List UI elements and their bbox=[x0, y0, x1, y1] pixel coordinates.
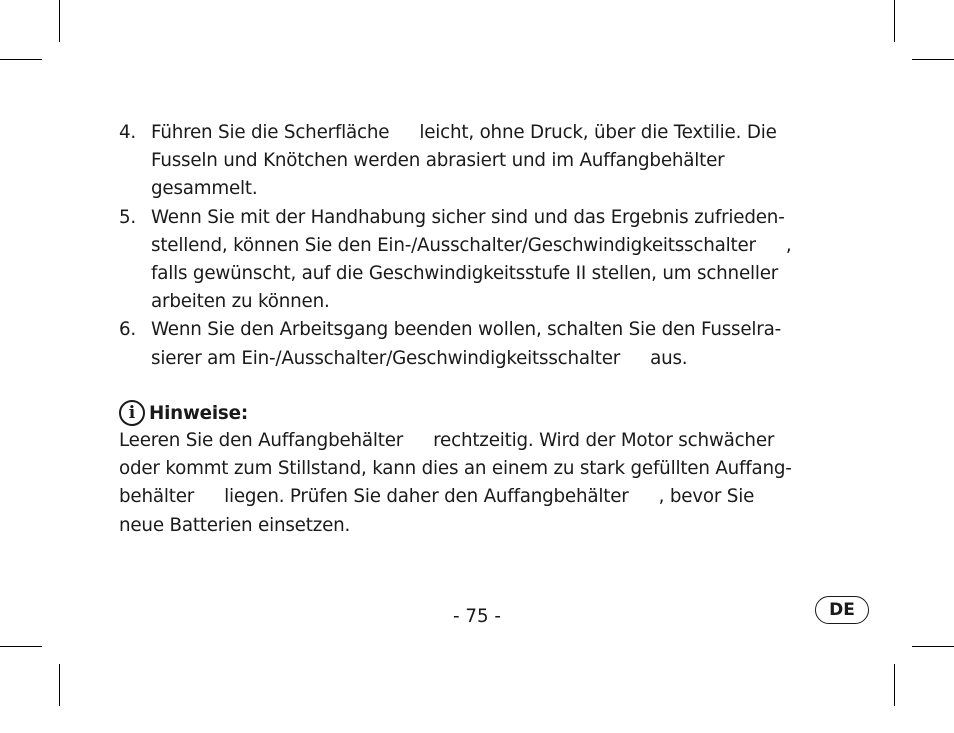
note-text: Leeren Sie den Auffangbehälter rechtzeitig. Wird der Motor schwächer oder kommt zum Stillstand, kann dies an einem zu stark gefüllten Auffang- behälter liegen. Prüfen Sie daher den Auffangbehälter , bevor Sie neue Batterien einsetzen. bbox=[119, 430, 792, 536]
info-icon: i bbox=[119, 400, 145, 426]
step-text: Führen Sie die Scherfläche leicht, ohne Druck, über die Textilie. Die Fusseln und Knötchen werden abrasiert und im Auffangbehälter gesammelt. bbox=[151, 122, 777, 200]
step-item bbox=[119, 204, 859, 317]
step-number: 5. bbox=[119, 206, 137, 228]
step-text: Wenn Sie mit der Handhabung sicher sind und das Ergebnis zufrieden- stellend, können Sie den Ein-/Ausschalter/Geschwindigkeitsschalter , falls gewünscht, auf die Geschwindigkeitsstufe II stellen, um schneller arbeiten zu können. bbox=[151, 206, 792, 313]
crop-mark bbox=[912, 646, 954, 647]
step-item bbox=[119, 119, 859, 204]
crop-mark bbox=[894, 664, 895, 706]
instruction-steps bbox=[119, 119, 859, 373]
page-number: - 75 - bbox=[452, 606, 502, 627]
language-badge: DE bbox=[815, 596, 869, 624]
crop-mark bbox=[59, 664, 60, 706]
step-text: Wenn Sie den Arbeitsgang beenden wollen, schalten Sie den Fusselra- sierer am Ein-/Ausschalter/Geschwindigkeitsschalter aus. bbox=[151, 319, 782, 369]
step-number: 6. bbox=[119, 319, 137, 341]
crop-mark bbox=[894, 0, 895, 42]
crop-mark bbox=[59, 0, 60, 42]
crop-mark bbox=[0, 59, 42, 60]
crop-mark bbox=[0, 646, 42, 647]
note-header bbox=[119, 400, 248, 426]
note-title: Hinweise: bbox=[149, 402, 248, 424]
step-item bbox=[119, 316, 859, 372]
step-number: 4. bbox=[119, 122, 137, 143]
crop-mark bbox=[912, 59, 954, 60]
